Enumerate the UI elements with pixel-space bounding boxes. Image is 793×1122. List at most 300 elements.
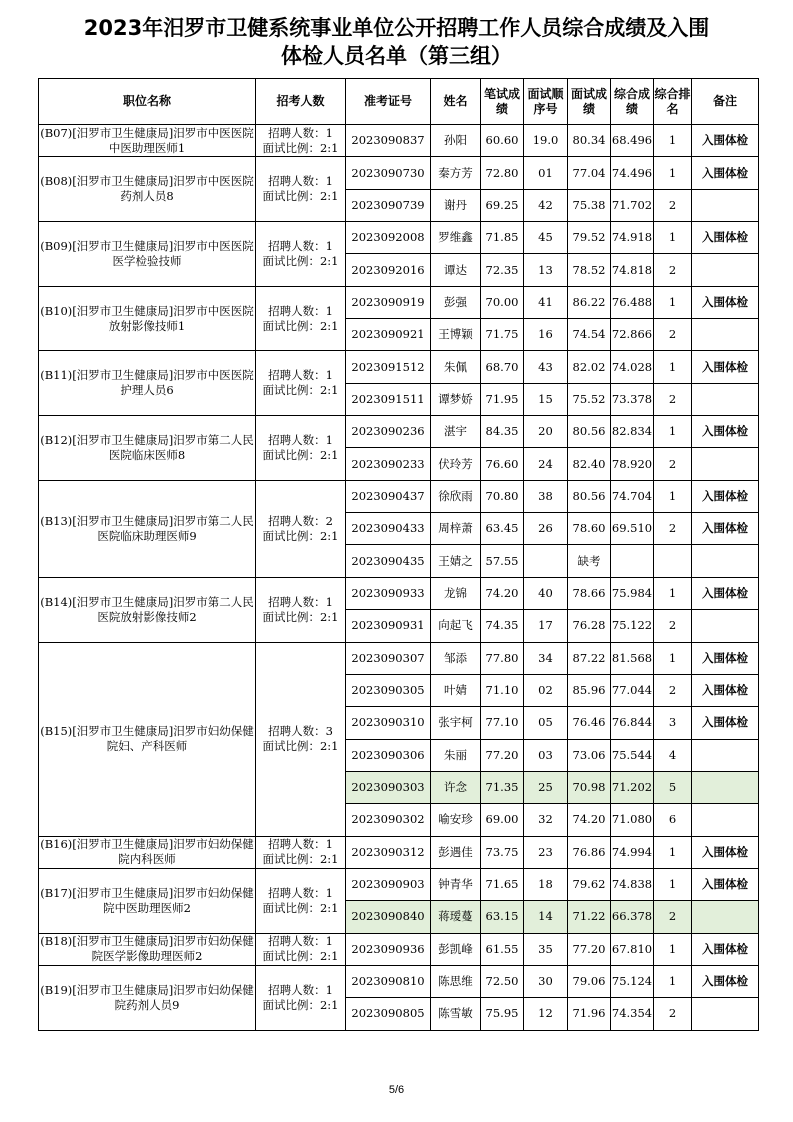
position-cell: (B11)[汨罗市卫生健康局]汨罗市中医医院护理人员6	[39, 351, 256, 416]
interview-ratio: 面试比例：2:1	[262, 383, 339, 398]
name-cell: 伏玲芳	[431, 448, 481, 480]
rank-cell: 1	[654, 642, 692, 674]
recruit-count: 招聘人数：1	[268, 125, 333, 140]
rank-cell: 2	[654, 383, 692, 415]
name-cell: 龙锦	[431, 577, 481, 609]
ticket-cell: 2023090730	[346, 157, 431, 189]
name-cell: 陈思维	[431, 965, 481, 997]
written-score-cell: 72.50	[481, 965, 524, 997]
ticket-cell: 2023090933	[346, 577, 431, 609]
note-cell	[692, 319, 759, 351]
recruit-cell	[256, 965, 346, 1030]
name-cell: 向起飞	[431, 610, 481, 642]
written-score-cell: 63.45	[481, 513, 524, 545]
interview-score-cell: 73.06	[568, 739, 611, 771]
interview-ratio: 面试比例：2:1	[262, 140, 339, 155]
recruit-cell	[256, 933, 346, 965]
interview-score-cell: 缺考	[568, 545, 611, 577]
note-cell	[692, 545, 759, 577]
recruit-cell	[256, 480, 346, 577]
rank-cell: 1	[654, 836, 692, 868]
table-row	[39, 125, 759, 157]
interview-order-cell: 30	[524, 965, 568, 997]
written-score-cell: 60.60	[481, 125, 524, 157]
recruit-count: 招聘人数：1	[268, 303, 333, 318]
table-row	[39, 416, 759, 448]
interview-order-cell: 23	[524, 836, 568, 868]
total-score-cell: 75.124	[611, 965, 654, 997]
interview-score-cell: 78.66	[568, 577, 611, 609]
interview-order-cell: 43	[524, 351, 568, 383]
position-cell: (B18)[汨罗市卫生健康局]汨罗市妇幼保健院医学影像助理医师2	[39, 933, 256, 965]
name-cell: 彭遇佳	[431, 836, 481, 868]
interview-ratio: 面试比例：2:1	[262, 253, 339, 268]
total-score-cell: 74.918	[611, 222, 654, 254]
header-row	[39, 79, 759, 125]
interview-score-cell: 80.56	[568, 416, 611, 448]
rank-cell: 1	[654, 868, 692, 900]
note-cell	[692, 254, 759, 286]
total-score-cell: 66.378	[611, 901, 654, 933]
rank-cell: 2	[654, 998, 692, 1030]
name-cell: 王博颖	[431, 319, 481, 351]
total-score-cell: 74.354	[611, 998, 654, 1030]
total-score-cell: 81.568	[611, 642, 654, 674]
total-score-cell: 74.818	[611, 254, 654, 286]
header-written: 笔试成绩	[481, 79, 524, 125]
table-row	[39, 965, 759, 997]
note-cell: 入围体检	[692, 965, 759, 997]
note-cell: 入围体检	[692, 480, 759, 512]
table-row	[39, 577, 759, 609]
interview-score-cell: 74.20	[568, 804, 611, 836]
recruit-cell	[256, 286, 346, 351]
note-cell: 入围体检	[692, 674, 759, 706]
rank-cell: 5	[654, 771, 692, 803]
total-score-cell: 76.488	[611, 286, 654, 318]
position-cell: (B16)[汨罗市卫生健康局]汨罗市妇幼保健院内科医师	[39, 836, 256, 868]
note-cell	[692, 189, 759, 221]
rank-cell: 2	[654, 610, 692, 642]
ticket-cell: 2023090931	[346, 610, 431, 642]
note-cell	[692, 804, 759, 836]
interview-ratio: 面试比例：2:1	[262, 997, 339, 1012]
name-cell: 朱佩	[431, 351, 481, 383]
written-score-cell: 71.65	[481, 868, 524, 900]
name-cell: 谢丹	[431, 189, 481, 221]
interview-score-cell: 82.40	[568, 448, 611, 480]
rank-cell: 2	[654, 254, 692, 286]
note-cell: 入围体检	[692, 642, 759, 674]
total-score-cell: 74.994	[611, 836, 654, 868]
page-number: 5/6	[388, 1084, 405, 1096]
interview-order-cell: 15	[524, 383, 568, 415]
written-score-cell: 74.20	[481, 577, 524, 609]
recruit-count: 招聘人数：1	[268, 238, 333, 253]
interview-score-cell: 77.04	[568, 157, 611, 189]
recruit-count: 招聘人数：1	[268, 934, 333, 949]
interview-order-cell: 25	[524, 771, 568, 803]
interview-score-cell: 71.96	[568, 998, 611, 1030]
ticket-cell: 2023090310	[346, 707, 431, 739]
header-rank: 综合排名	[654, 79, 692, 125]
total-score-cell: 77.044	[611, 674, 654, 706]
name-cell: 湛宇	[431, 416, 481, 448]
header-recruit: 招考人数	[256, 79, 346, 125]
rank-cell: 2	[654, 319, 692, 351]
interview-score-cell: 77.20	[568, 933, 611, 965]
header-order: 面试顺序号	[524, 79, 568, 125]
note-cell	[692, 998, 759, 1030]
written-score-cell: 71.85	[481, 222, 524, 254]
position-cell: (B09)[汨罗市卫生健康局]汨罗市中医医院医学检验技师	[39, 222, 256, 287]
ticket-cell: 2023090233	[346, 448, 431, 480]
written-score-cell: 70.80	[481, 480, 524, 512]
interview-score-cell: 80.34	[568, 125, 611, 157]
rank-cell: 4	[654, 739, 692, 771]
rank-cell	[654, 545, 692, 577]
total-score-cell: 75.984	[611, 577, 654, 609]
interview-ratio: 面试比例：2:1	[262, 189, 339, 204]
total-score-cell: 76.844	[611, 707, 654, 739]
interview-order-cell: 03	[524, 739, 568, 771]
written-score-cell: 73.75	[481, 836, 524, 868]
interview-order-cell: 45	[524, 222, 568, 254]
ticket-cell: 2023090306	[346, 739, 431, 771]
rank-cell: 1	[654, 480, 692, 512]
total-score-cell: 75.544	[611, 739, 654, 771]
name-cell: 喻安珍	[431, 804, 481, 836]
name-cell: 许念	[431, 771, 481, 803]
note-cell	[692, 739, 759, 771]
position-cell: (B07)[汨罗市卫生健康局]汨罗市中医医院中医助理医师1	[39, 125, 256, 157]
rank-cell: 1	[654, 965, 692, 997]
total-score-cell: 74.028	[611, 351, 654, 383]
written-score-cell: 63.15	[481, 901, 524, 933]
name-cell: 彭强	[431, 286, 481, 318]
rank-cell: 1	[654, 286, 692, 318]
name-cell: 徐欣雨	[431, 480, 481, 512]
title-line-1: 2023年汨罗市卫健系统事业单位公开招聘工作人员综合成绩及入围	[83, 16, 710, 40]
written-score-cell: 76.60	[481, 448, 524, 480]
note-cell: 入围体检	[692, 577, 759, 609]
written-score-cell: 70.00	[481, 286, 524, 318]
recruit-cell	[256, 642, 346, 836]
written-score-cell: 74.35	[481, 610, 524, 642]
interview-score-cell: 76.46	[568, 707, 611, 739]
interview-score-cell: 85.96	[568, 674, 611, 706]
position-cell: (B19)[汨罗市卫生健康局]汨罗市妇幼保健院药剂人员9	[39, 965, 256, 1030]
written-score-cell: 77.20	[481, 739, 524, 771]
rank-cell: 2	[654, 189, 692, 221]
recruit-cell	[256, 351, 346, 416]
interview-order-cell: 02	[524, 674, 568, 706]
name-cell: 蒋瑷蔓	[431, 901, 481, 933]
name-cell: 钟青华	[431, 868, 481, 900]
written-score-cell: 75.95	[481, 998, 524, 1030]
written-score-cell: 69.25	[481, 189, 524, 221]
name-cell: 孙阳	[431, 125, 481, 157]
name-cell: 朱丽	[431, 739, 481, 771]
position-cell: (B08)[汨罗市卫生健康局]汨罗市中医医院药剂人员8	[39, 157, 256, 222]
ticket-cell: 2023090433	[346, 513, 431, 545]
interview-order-cell: 19.0	[524, 125, 568, 157]
interview-score-cell: 78.52	[568, 254, 611, 286]
ticket-cell: 2023090921	[346, 319, 431, 351]
total-score-cell: 72.866	[611, 319, 654, 351]
interview-order-cell: 38	[524, 480, 568, 512]
rank-cell: 2	[654, 674, 692, 706]
interview-score-cell: 82.02	[568, 351, 611, 383]
interview-order-cell: 41	[524, 286, 568, 318]
interview-score-cell: 79.52	[568, 222, 611, 254]
recruit-count: 招聘人数：1	[268, 885, 333, 900]
total-score-cell: 74.704	[611, 480, 654, 512]
ticket-cell: 2023090840	[346, 901, 431, 933]
interview-order-cell: 20	[524, 416, 568, 448]
interview-score-cell: 76.86	[568, 836, 611, 868]
recruit-count: 招聘人数：1	[268, 982, 333, 997]
note-cell: 入围体检	[692, 351, 759, 383]
note-cell	[692, 383, 759, 415]
interview-order-cell: 26	[524, 513, 568, 545]
name-cell: 谭梦娇	[431, 383, 481, 415]
ticket-cell: 2023090303	[346, 771, 431, 803]
table-row	[39, 933, 759, 965]
name-cell: 秦方芳	[431, 157, 481, 189]
title-line-2: 体检人员名单（第三组）	[281, 44, 512, 68]
position-cell: (B14)[汨罗市卫生健康局]汨罗市第二人民医院放射影像技师2	[39, 577, 256, 642]
note-cell: 入围体检	[692, 933, 759, 965]
ticket-cell: 2023092016	[346, 254, 431, 286]
ticket-cell: 2023090305	[346, 674, 431, 706]
recruit-count: 招聘人数：3	[268, 724, 333, 739]
interview-order-cell: 17	[524, 610, 568, 642]
note-cell: 入围体检	[692, 836, 759, 868]
name-cell: 罗维鑫	[431, 222, 481, 254]
written-score-cell: 71.10	[481, 674, 524, 706]
note-cell: 入围体检	[692, 125, 759, 157]
recruit-cell	[256, 868, 346, 933]
interview-order-cell: 24	[524, 448, 568, 480]
name-cell: 王婧之	[431, 545, 481, 577]
written-score-cell: 71.95	[481, 383, 524, 415]
interview-order-cell: 18	[524, 868, 568, 900]
interview-score-cell: 74.54	[568, 319, 611, 351]
ticket-cell: 2023090435	[346, 545, 431, 577]
position-cell: (B13)[汨罗市卫生健康局]汨罗市第二人民医院临床助理医师9	[39, 480, 256, 577]
interview-ratio: 面试比例：2:1	[262, 528, 339, 543]
interview-order-cell: 16	[524, 319, 568, 351]
interview-order-cell: 13	[524, 254, 568, 286]
written-score-cell: 71.75	[481, 319, 524, 351]
table-row	[39, 868, 759, 900]
note-cell: 入围体检	[692, 868, 759, 900]
interview-score-cell: 78.60	[568, 513, 611, 545]
recruit-count: 招聘人数：2	[268, 513, 333, 528]
ticket-cell: 2023090312	[346, 836, 431, 868]
ticket-cell: 2023090236	[346, 416, 431, 448]
interview-ratio: 面试比例：2:1	[262, 852, 339, 867]
note-cell: 入围体检	[692, 707, 759, 739]
rank-cell: 2	[654, 513, 692, 545]
name-cell: 谭达	[431, 254, 481, 286]
total-score-cell: 74.496	[611, 157, 654, 189]
rank-cell: 1	[654, 222, 692, 254]
written-score-cell: 68.70	[481, 351, 524, 383]
total-score-cell: 73.378	[611, 383, 654, 415]
written-score-cell: 57.55	[481, 545, 524, 577]
ticket-cell: 2023092008	[346, 222, 431, 254]
rank-cell: 3	[654, 707, 692, 739]
total-score-cell: 71.702	[611, 189, 654, 221]
name-cell: 周梓萧	[431, 513, 481, 545]
document-title	[0, 14, 793, 70]
name-cell: 张宇柯	[431, 707, 481, 739]
name-cell: 陈雪敏	[431, 998, 481, 1030]
note-cell: 入围体检	[692, 416, 759, 448]
interview-order-cell: 01	[524, 157, 568, 189]
name-cell: 邹添	[431, 642, 481, 674]
interview-ratio: 面试比例：2:1	[262, 447, 339, 462]
ticket-cell: 2023090936	[346, 933, 431, 965]
total-score-cell: 74.838	[611, 868, 654, 900]
recruit-cell	[256, 222, 346, 287]
rank-cell: 2	[654, 901, 692, 933]
table-row	[39, 157, 759, 189]
header-note: 备注	[692, 79, 759, 125]
interview-ratio: 面试比例：2:1	[262, 949, 339, 964]
rank-cell: 1	[654, 416, 692, 448]
recruit-cell	[256, 416, 346, 481]
ticket-cell: 2023090810	[346, 965, 431, 997]
rank-cell: 2	[654, 448, 692, 480]
interview-score-cell: 70.98	[568, 771, 611, 803]
total-score-cell: 67.810	[611, 933, 654, 965]
ticket-cell: 2023090903	[346, 868, 431, 900]
note-cell	[692, 771, 759, 803]
interview-order-cell: 42	[524, 189, 568, 221]
interview-ratio: 面试比例：2:1	[262, 609, 339, 624]
ticket-cell: 2023090302	[346, 804, 431, 836]
rank-cell: 1	[654, 577, 692, 609]
written-score-cell: 69.00	[481, 804, 524, 836]
interview-order-cell: 34	[524, 642, 568, 674]
rank-cell: 6	[654, 804, 692, 836]
note-cell: 入围体检	[692, 157, 759, 189]
recruit-cell	[256, 577, 346, 642]
total-score-cell: 75.122	[611, 610, 654, 642]
interview-order-cell: 14	[524, 901, 568, 933]
interview-score-cell: 76.28	[568, 610, 611, 642]
note-cell	[692, 901, 759, 933]
written-score-cell: 77.10	[481, 707, 524, 739]
header-name: 姓名	[431, 79, 481, 125]
recruit-count: 招聘人数：1	[268, 432, 333, 447]
header-ticket: 准考证号	[346, 79, 431, 125]
ticket-cell: 2023090837	[346, 125, 431, 157]
note-cell	[692, 448, 759, 480]
recruit-count: 招聘人数：1	[268, 368, 333, 383]
interview-order-cell: 12	[524, 998, 568, 1030]
interview-order-cell: 40	[524, 577, 568, 609]
note-cell: 入围体检	[692, 286, 759, 318]
ticket-cell: 2023091511	[346, 383, 431, 415]
interview-ratio: 面试比例：2:1	[262, 900, 339, 915]
recruit-count: 招聘人数：1	[268, 174, 333, 189]
written-score-cell: 61.55	[481, 933, 524, 965]
interview-score-cell: 79.06	[568, 965, 611, 997]
table-row	[39, 642, 759, 674]
total-score-cell: 82.834	[611, 416, 654, 448]
table-row	[39, 286, 759, 318]
interview-score-cell: 75.38	[568, 189, 611, 221]
header-total: 综合成绩	[611, 79, 654, 125]
written-score-cell: 71.35	[481, 771, 524, 803]
interview-score-cell: 80.56	[568, 480, 611, 512]
written-score-cell: 77.80	[481, 642, 524, 674]
note-cell: 入围体检	[692, 222, 759, 254]
recruit-cell	[256, 157, 346, 222]
table-row	[39, 222, 759, 254]
total-score-cell: 71.202	[611, 771, 654, 803]
table-row	[39, 480, 759, 512]
rank-cell: 1	[654, 157, 692, 189]
interview-order-cell	[524, 545, 568, 577]
position-cell: (B12)[汨罗市卫生健康局]汨罗市第二人民医院临床医师8	[39, 416, 256, 481]
interview-ratio: 面试比例：2:1	[262, 318, 339, 333]
ticket-cell: 2023090739	[346, 189, 431, 221]
header-position: 职位名称	[39, 79, 256, 125]
interview-score-cell: 71.22	[568, 901, 611, 933]
written-score-cell: 84.35	[481, 416, 524, 448]
total-score-cell	[611, 545, 654, 577]
interview-ratio: 面试比例：2:1	[262, 739, 339, 754]
total-score-cell: 68.496	[611, 125, 654, 157]
table-row	[39, 351, 759, 383]
note-cell	[692, 610, 759, 642]
interview-order-cell: 05	[524, 707, 568, 739]
name-cell: 彭凯峰	[431, 933, 481, 965]
results-table	[38, 78, 759, 1031]
position-cell: (B17)[汨罗市卫生健康局]汨罗市妇幼保健院中医助理医师2	[39, 868, 256, 933]
interview-order-cell: 35	[524, 933, 568, 965]
interview-score-cell: 86.22	[568, 286, 611, 318]
ticket-cell: 2023090437	[346, 480, 431, 512]
ticket-cell: 2023091512	[346, 351, 431, 383]
ticket-cell: 2023090805	[346, 998, 431, 1030]
total-score-cell: 71.080	[611, 804, 654, 836]
recruit-cell	[256, 836, 346, 868]
ticket-cell: 2023090307	[346, 642, 431, 674]
recruit-cell	[256, 125, 346, 157]
table-row	[39, 836, 759, 868]
rank-cell: 1	[654, 351, 692, 383]
total-score-cell: 78.920	[611, 448, 654, 480]
recruit-count: 招聘人数：1	[268, 837, 333, 852]
rank-cell: 1	[654, 125, 692, 157]
rank-cell: 1	[654, 933, 692, 965]
position-cell: (B10)[汨罗市卫生健康局]汨罗市中医医院放射影像技师1	[39, 286, 256, 351]
header-interview: 面试成绩	[568, 79, 611, 125]
interview-score-cell: 87.22	[568, 642, 611, 674]
ticket-cell: 2023090919	[346, 286, 431, 318]
interview-score-cell: 75.52	[568, 383, 611, 415]
note-cell: 入围体检	[692, 513, 759, 545]
position-cell: (B15)[汨罗市卫生健康局]汨罗市妇幼保健院妇、产科医师	[39, 642, 256, 836]
interview-score-cell: 79.62	[568, 868, 611, 900]
table-body	[39, 125, 759, 1031]
